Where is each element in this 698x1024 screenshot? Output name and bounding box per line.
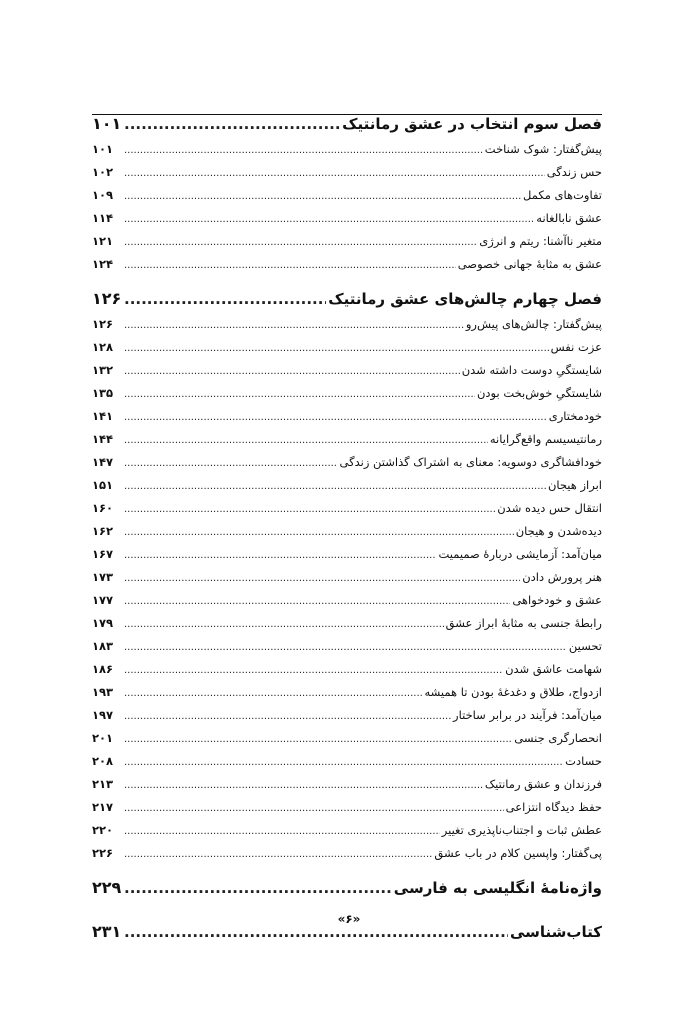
dot-leader xyxy=(124,498,495,520)
dot-leader xyxy=(124,285,326,313)
dot-leader xyxy=(124,751,563,773)
dot-leader xyxy=(124,185,521,207)
entry-page-number: ۱۰۹ xyxy=(92,188,114,202)
entry-page-number: ۱۲۱ xyxy=(92,234,114,248)
toc-entry xyxy=(92,727,602,750)
dot-leader xyxy=(124,874,392,902)
entry-page-number: ۱۰۲ xyxy=(92,165,114,179)
dot-leader xyxy=(124,544,436,566)
dot-leader xyxy=(124,774,483,796)
dot-leader xyxy=(124,314,464,336)
entry-page-number: ۱۲۴ xyxy=(92,257,114,271)
toc-entry xyxy=(92,566,602,589)
entry-title: پی‌گفتار: واپسین کلام در باب عشق xyxy=(434,846,602,860)
chapter-four-section xyxy=(92,285,602,865)
entry-title: ابراز هیجان xyxy=(547,478,602,492)
dot-leader xyxy=(124,475,546,497)
chapter-title: فصل سوم انتخاب در عشق رمانتیک xyxy=(342,115,602,133)
toc-entry xyxy=(92,589,602,612)
entry-title: خودمختاری xyxy=(548,409,602,423)
dot-leader xyxy=(124,406,547,428)
chapter-three-section xyxy=(92,110,602,276)
entry-title: حسادت xyxy=(565,754,602,768)
entry-page-number: ۱۳۵ xyxy=(92,386,114,400)
entry-page-number: ۱۴۱ xyxy=(92,409,114,423)
entry-page-number: ۱۶۷ xyxy=(92,547,114,561)
toc-entry xyxy=(92,842,602,865)
dot-leader xyxy=(124,705,451,727)
entry-page-number: ۱۸۳ xyxy=(92,639,114,653)
entry-title: تحسین xyxy=(568,639,602,653)
toc-entry xyxy=(92,612,602,635)
toc-entry xyxy=(92,207,602,230)
entry-title: ازدواج، طلاق و دغدغهٔ بودن تا همیشه xyxy=(424,685,602,699)
toc-entry xyxy=(92,750,602,773)
toc-entry xyxy=(92,451,602,474)
toc-entry xyxy=(92,543,602,566)
entry-title: شایستگیِ دوست داشته شدن xyxy=(461,363,602,377)
dot-leader xyxy=(124,797,504,819)
toc-entry xyxy=(92,253,602,276)
toc-entry xyxy=(92,681,602,704)
chapter-page-number: ۱۰۱ xyxy=(92,114,122,133)
entry-page-number: ۱۷۷ xyxy=(92,593,114,607)
entry-title: حفظ دیدگاه انتزاعی xyxy=(505,800,602,814)
entry-title: شهامت عاشق شدن xyxy=(505,662,602,676)
toc-entry xyxy=(92,405,602,428)
entry-title: عشق نابالغانه xyxy=(536,211,602,225)
entry-page-number: ۱۶۲ xyxy=(92,524,114,538)
bibliography-page-number: ۲۳۱ xyxy=(92,922,122,941)
toc-entry xyxy=(92,313,602,336)
dot-leader xyxy=(124,110,340,138)
entry-title: خودافشاگری دوسویه: معنای به اشتراک گذاشتن زندگی xyxy=(339,455,602,469)
toc-entry xyxy=(92,497,602,520)
entry-title: حس زندگی xyxy=(546,165,602,179)
entry-title: تفاوت‌های مکمل xyxy=(523,188,602,202)
entry-page-number: ۱۸۶ xyxy=(92,662,114,676)
toc-entry xyxy=(92,382,602,405)
entry-page-number: ۲۲۶ xyxy=(92,846,114,860)
entry-title: پیش‌گفتار: چالش‌های پیش‌رو xyxy=(465,317,602,331)
glossary-heading xyxy=(92,874,602,902)
dot-leader xyxy=(124,613,444,635)
glossary-page-number: ۲۲۹ xyxy=(92,878,122,897)
entry-title: عزت نفس xyxy=(550,340,602,354)
dot-leader xyxy=(124,636,567,658)
glossary-title: واژه‌نامهٔ انگلیسی به فارسی xyxy=(393,879,602,897)
entry-page-number: ۱۹۷ xyxy=(92,708,114,722)
toc-entry xyxy=(92,474,602,497)
entry-title: میان‌آمد: فرآیند در برابر ساختار xyxy=(453,708,602,722)
entry-page-number: ۱۰۱ xyxy=(92,142,114,156)
entry-title: پیش‌گفتار: شوک شناخت xyxy=(484,142,602,156)
bibliography-title: کتاب‌شناسی xyxy=(510,923,602,941)
entry-page-number: ۱۲۸ xyxy=(92,340,114,354)
toc-entry xyxy=(92,520,602,543)
chapter-heading xyxy=(92,110,602,138)
dot-leader xyxy=(124,682,422,704)
entry-title: انحصارگری جنسی xyxy=(514,731,602,745)
entry-page-number: ۱۴۷ xyxy=(92,455,114,469)
dot-leader xyxy=(124,139,483,161)
entry-page-number: ۲۱۳ xyxy=(92,777,114,791)
entry-page-number: ۱۱۴ xyxy=(92,211,114,225)
entry-title: انتقال حس دیده شدن xyxy=(497,501,602,515)
entry-page-number: ۱۷۹ xyxy=(92,616,114,630)
toc-entry xyxy=(92,359,602,382)
entry-page-number: ۱۴۴ xyxy=(92,432,114,446)
toc-entry xyxy=(92,658,602,681)
entry-title: هنر پرورش دادن xyxy=(522,570,602,584)
chapter-title: فصل چهارم چالش‌های عشق رمانتیک xyxy=(328,290,602,308)
dot-leader xyxy=(124,208,534,230)
toc-entry xyxy=(92,773,602,796)
dot-leader xyxy=(124,383,475,405)
entry-title: متغیر ناآشنا: ریتم و انرژی xyxy=(479,234,602,248)
toc-entry xyxy=(92,796,602,819)
entry-page-number: ۲۱۷ xyxy=(92,800,114,814)
toc-entry xyxy=(92,230,602,253)
entry-page-number: ۱۷۳ xyxy=(92,570,114,584)
entry-title: شایستگیِ خوش‌بخت بودن xyxy=(476,386,602,400)
toc-entry xyxy=(92,704,602,727)
toc-entry xyxy=(92,428,602,451)
dot-leader xyxy=(124,337,549,359)
dot-leader xyxy=(124,360,460,382)
dot-leader xyxy=(124,728,512,750)
entry-page-number: ۲۲۰ xyxy=(92,823,114,837)
entry-title: عشق و خودخواهی xyxy=(512,593,602,607)
chapter-page-number: ۱۲۶ xyxy=(92,289,122,308)
dot-leader xyxy=(124,567,520,589)
dot-leader xyxy=(124,843,432,865)
entry-page-number: ۱۵۱ xyxy=(92,478,114,492)
entry-title: رابطهٔ جنسی به مثابهٔ ابراز عشق xyxy=(445,616,602,630)
toc-entry xyxy=(92,161,602,184)
dot-leader xyxy=(124,820,440,842)
entry-title: میان‌آمد: آزمایشی دربارهٔ صمیمیت xyxy=(438,547,602,561)
entry-page-number: ۱۲۶ xyxy=(92,317,114,331)
toc-entry xyxy=(92,138,602,161)
chapter-heading xyxy=(92,285,602,313)
entry-title: فرزندان و عشق رمانتیک xyxy=(484,777,602,791)
toc-entry xyxy=(92,336,602,359)
entry-title: رمانتیسیسم واقع‌گرایانه xyxy=(489,432,602,446)
entry-page-number: ۲۰۱ xyxy=(92,731,114,745)
page-folio: «۶» xyxy=(337,912,361,926)
dot-leader xyxy=(124,659,503,681)
dot-leader xyxy=(124,162,545,184)
entry-page-number: ۱۹۳ xyxy=(92,685,114,699)
entry-page-number: ۲۰۸ xyxy=(92,754,114,768)
toc-entry xyxy=(92,819,602,842)
entry-title: دیده‌شدن و هیجان xyxy=(515,524,602,538)
dot-leader xyxy=(124,452,338,474)
dot-leader xyxy=(124,590,510,612)
dot-leader xyxy=(124,231,477,253)
dot-leader xyxy=(124,254,456,276)
dot-leader xyxy=(124,429,488,451)
toc-entry xyxy=(92,635,602,658)
entry-page-number: ۱۶۰ xyxy=(92,501,114,515)
toc-entry xyxy=(92,184,602,207)
entry-page-number: ۱۳۲ xyxy=(92,363,114,377)
entry-title: عشق به مثابهٔ جهانی خصوصی xyxy=(457,257,602,271)
dot-leader xyxy=(124,521,514,543)
table-of-contents xyxy=(92,110,602,946)
entry-title: عطش ثبات و اجتناب‌ناپذیری تغییر xyxy=(441,823,602,837)
